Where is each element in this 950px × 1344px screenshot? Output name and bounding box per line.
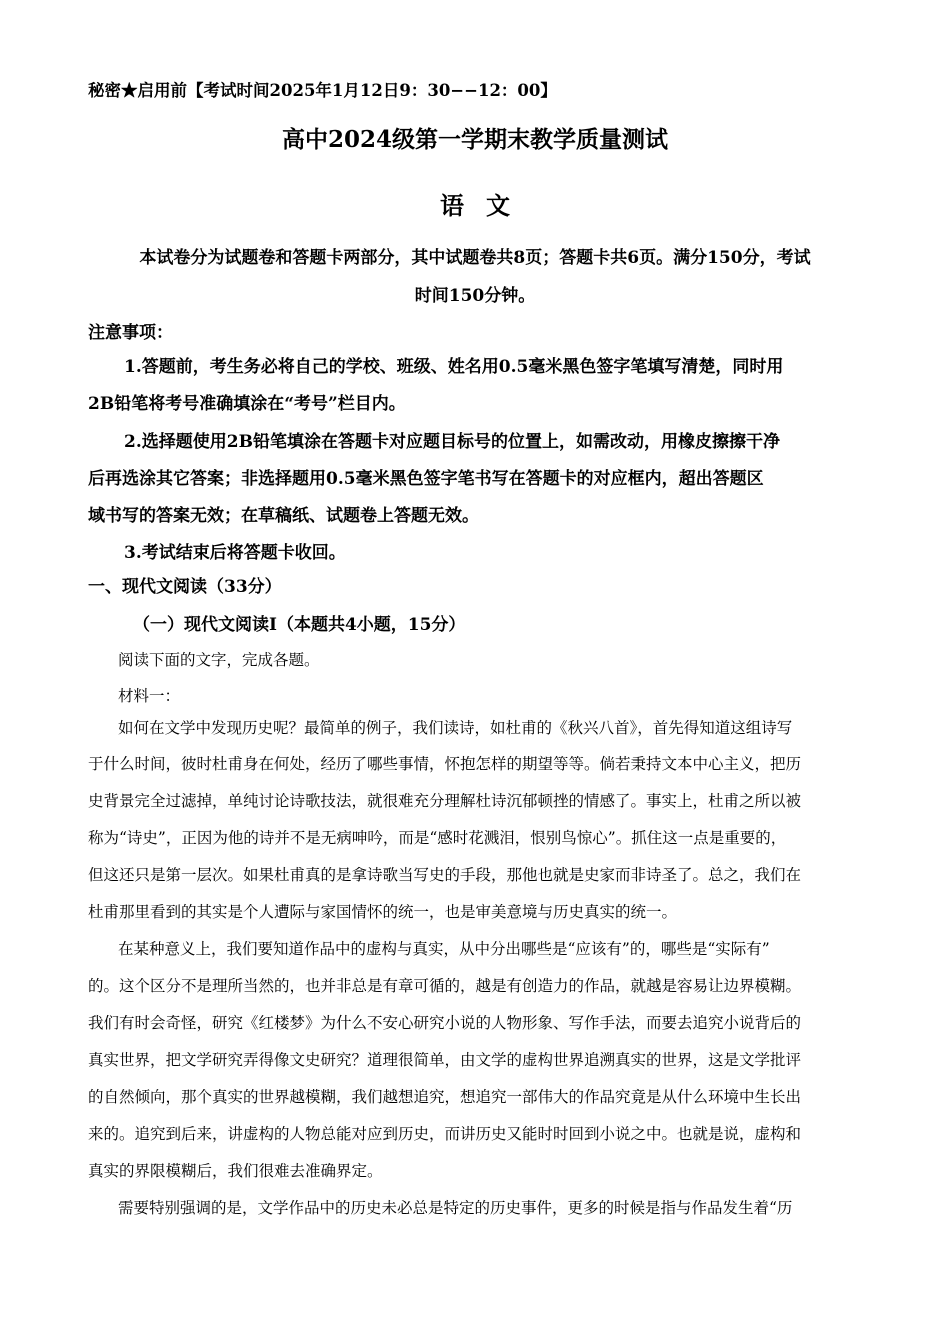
passage-line: 来的。追究到后来，讲虚构的人物总能对应到历史，而讲历史又能时时回到小说之中。也就是说，虚构和 xyxy=(88,1125,802,1143)
intro-line-2: 时间150分钟。 xyxy=(414,286,536,306)
passage-line: 史背景完全过滤掉，单纯讨论诗歌技法，就很难充分理解杜诗沉郁顿挫的情感了。事实上，杜甫之所以被 xyxy=(88,792,802,810)
instruction-text: 阅读下面的文字，完成各题。 xyxy=(118,651,320,669)
passage-line: 称为“诗史”，正因为他的诗并不是无病呻吟，而是“感时花溅泪，恨别鸟惊心”。抓住这一点是重要的， xyxy=(88,829,787,847)
notice-item-1-line-1: 1.答题前，考生务必将自己的学校、班级、姓名用0.5毫米黑色签字笔填写清楚，同时用 xyxy=(124,357,784,377)
exam-title: 高中2024级第一学期末教学质量测试 xyxy=(281,126,668,153)
passage-line: 但这还只是第一层次。如果杜甫真的是拿诗歌当写史的手段，那他也就是史家而非诗圣了。总之，我们在 xyxy=(88,866,802,884)
subject-title: 语文 xyxy=(440,191,532,220)
passage-line: 的。这个区分不是理所当然的，也并非总是有章可循的，越是有创造力的作品，就越是容易让边界模糊。 xyxy=(88,977,802,995)
passage-line: 真实的界限模糊后，我们很难去准确界定。 xyxy=(88,1162,383,1180)
confidential-notice: 秘密★启用前【考试时间2025年1月12日9：30−−12：00】 xyxy=(88,81,557,100)
passage-line: 的自然倾向，那个真实的世界越模糊，我们越想追究，想追究一部伟大的作品究竟是从什么环境中生长出 xyxy=(88,1088,802,1106)
passage-line: 真实世界，把文学研究弄得像文史研究？道理很简单，由文学的虚构世界追溯真实的世界，这是文学批评 xyxy=(88,1051,802,1069)
material-label: 材料一： xyxy=(118,687,181,705)
notice-item-2-line-1: 2.选择题使用2B铅笔填涂在答题卡对应题目标号的位置上，如需改动，用橡皮擦擦干净 xyxy=(124,432,780,452)
notice-item-1-line-2: 2B铅笔将考号准确填涂在“考号”栏目内。 xyxy=(88,394,406,414)
intro-line-1: 本试卷分为试题卷和答题卡两部分，其中试题卷共8页；答题卡共6页。满分150分，考试 xyxy=(139,248,811,268)
notice-item-3: 3.考试结束后将答题卡收回。 xyxy=(124,543,346,563)
passage-line: 杜甫那里看到的其实是个人遭际与家国情怀的统一，也是审美意境与历史真实的统一。 xyxy=(88,903,678,921)
passage-line: 于什么时间，彼时杜甫身在何处，经历了哪些事情，怀抱怎样的期望等等。倘若秉持文本中心主义，把历 xyxy=(88,755,802,773)
passage-line: 我们有时会奇怪，研究《红楼梦》为什么不安心研究小说的人物形象、写作手法，而要去追究小说背后的 xyxy=(88,1014,802,1032)
notice-item-2-line-2: 后再选涂其它答案；非选择题用0.5毫米黑色签字笔书写在答题卡的对应框内，超出答题区 xyxy=(88,469,764,489)
passage-line: 需要特别强调的是，文学作品中的历史未必总是特定的历史事件，更多的时候是指与作品发生着“历 xyxy=(118,1199,793,1217)
subsection-heading: （一）现代文阅读Ⅰ（本题共4小题，15分） xyxy=(133,615,466,635)
passage-line: 在某种意义上，我们要知道作品中的虚构与真实，从中分出哪些是“应该有”的，哪些是“实际有” xyxy=(118,940,770,958)
passage-line: 如何在文学中发现历史呢？最简单的例子，我们读诗，如杜甫的《秋兴八首》，首先得知道这组诗写 xyxy=(118,719,793,737)
section-heading: 一、现代文阅读（33分） xyxy=(88,577,282,597)
notice-item-2-line-3: 域书写的答案无效；在草稿纸、试题卷上答题无效。 xyxy=(88,506,479,526)
notice-heading: 注意事项： xyxy=(88,323,173,343)
